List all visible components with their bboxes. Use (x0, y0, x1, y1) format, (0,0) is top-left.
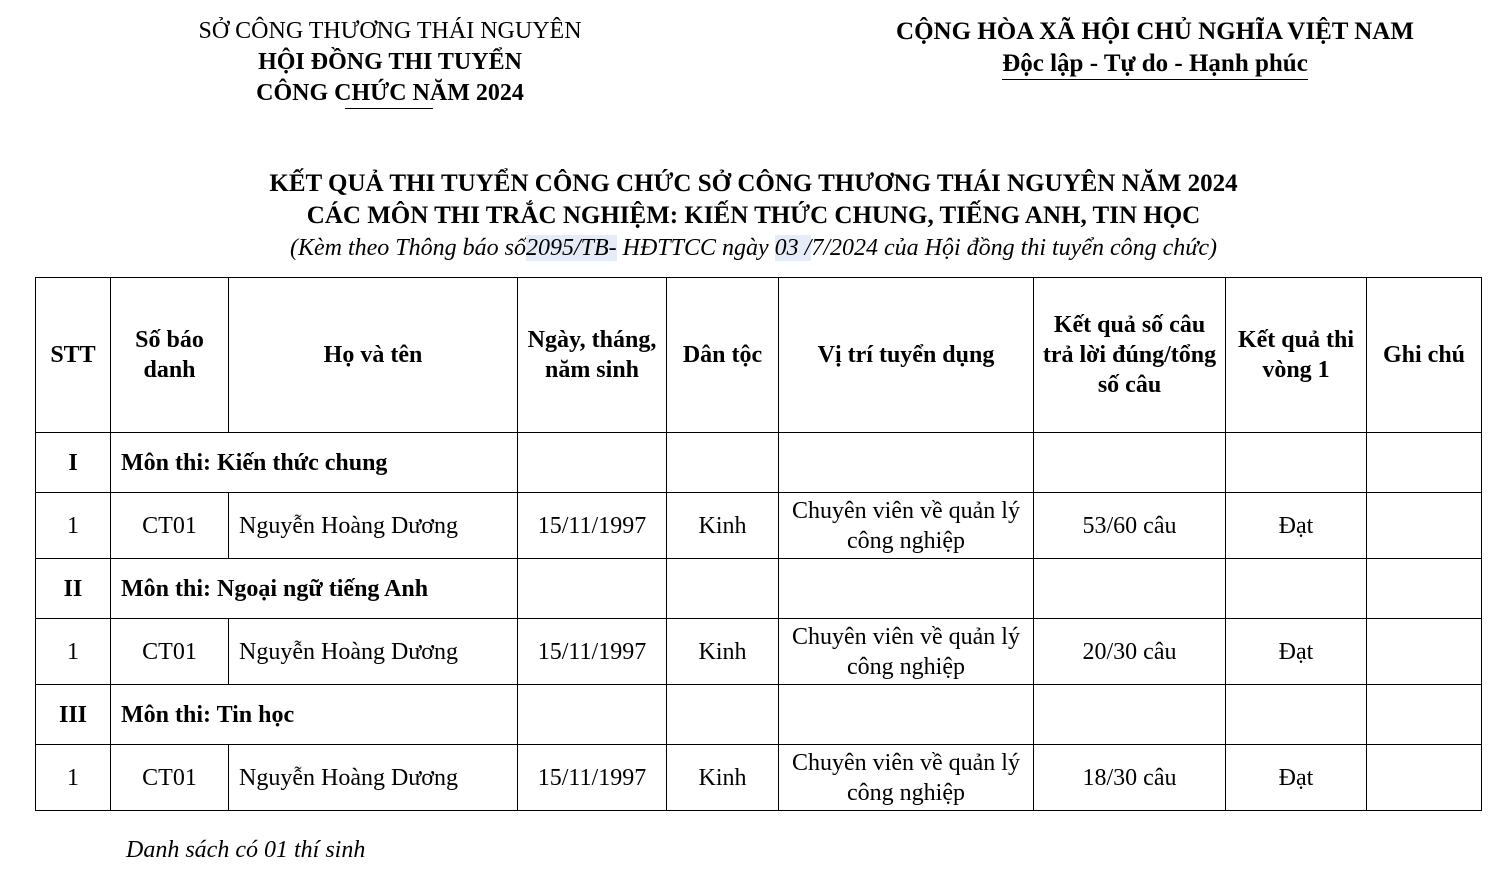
cell-note (1367, 493, 1482, 559)
cell-score: 53/60 câu (1034, 493, 1226, 559)
header-dan-toc: Dân tộc (667, 278, 779, 433)
cell-dob: 15/11/1997 (518, 745, 667, 811)
cell-name: Nguyễn Hoàng Dương (229, 493, 518, 559)
section-name: Môn thi: Kiến thức chung (111, 433, 518, 493)
header-right (860, 16, 1450, 80)
cell-sbd: CT01 (111, 745, 229, 811)
notice-number: 2095/TB- (525, 235, 617, 261)
cell-dob: 15/11/1997 (518, 493, 667, 559)
header-left (150, 16, 630, 109)
cell-stt: 1 (36, 745, 111, 811)
header-ho-ten: Họ và tên (229, 278, 518, 433)
cell-name: Nguyễn Hoàng Dương (229, 619, 518, 685)
title-line2: CÁC MÔN THI TRẮC NGHIỆM: KIẾN THỨC CHUNG, TIẾNG ANH, TIN HỌC (306, 202, 1201, 229)
table-header-row (36, 278, 1482, 433)
cell-sbd: CT01 (111, 619, 229, 685)
cell-note (1367, 619, 1482, 685)
header-vi-tri: Vị trí tuyển dụng (779, 278, 1034, 433)
cell-stt: 1 (36, 493, 111, 559)
ref-prefix: (Kèm theo Thông báo số (289, 235, 526, 261)
section-name: Môn thi: Ngoại ngữ tiếng Anh (111, 559, 518, 619)
cell-name: Nguyễn Hoàng Dương (229, 745, 518, 811)
section-row (36, 685, 1482, 745)
cell-ethnic: Kinh (667, 493, 779, 559)
cell-ethnic: Kinh (667, 745, 779, 811)
table-row (36, 619, 1482, 685)
national-motto: Độc lập - Tự do - Hạnh phúc (1002, 49, 1308, 80)
table-row (36, 745, 1482, 811)
section-numeral: II (36, 559, 111, 619)
section-row (36, 559, 1482, 619)
table-row (36, 493, 1482, 559)
country-name: CỘNG HÒA XÃ HỘI CHỦ NGHĨA VIỆT NAM (896, 18, 1414, 45)
cell-result: Đạt (1226, 745, 1367, 811)
cell-sbd: CT01 (111, 493, 229, 559)
title-line1: KẾT QUẢ THI TUYỂN CÔNG CHỨC SỞ CÔNG THƯƠNG THÁI NGUYÊN NĂM 2024 (269, 170, 1238, 197)
ref-mid: HĐTTCC ngày (616, 235, 775, 261)
section-name: Môn thi: Tin học (111, 685, 518, 745)
department-name: SỞ CÔNG THƯƠNG THÁI NGUYÊN (198, 18, 582, 44)
notice-day: 03 / (774, 235, 812, 261)
header-stt: STT (36, 278, 111, 433)
council-name-line2: CÔNG CHỨC NĂM 2024 (256, 80, 524, 106)
cell-ethnic: Kinh (667, 619, 779, 685)
cell-stt: 1 (36, 619, 111, 685)
section-numeral: III (36, 685, 111, 745)
candidate-count-note: Danh sách có 01 thí sinh (126, 837, 366, 863)
document-title (0, 168, 1507, 264)
header-ghi-chu: Ghi chú (1367, 278, 1482, 433)
header-ket-qua-cau: Kết quả số câu trả lời đúng/tổng số câu (1034, 278, 1226, 433)
header-so-bao-danh: Số báo danh (111, 278, 229, 433)
header-ket-qua-vong1: Kết quả thi vòng 1 (1226, 278, 1367, 433)
cell-position: Chuyên viên về quản lý công nghiệp (779, 619, 1034, 685)
section-numeral: I (36, 433, 111, 493)
results-table (35, 277, 1482, 811)
ref-suffix: 7/2024 của Hội đồng thi tuyển công chức) (811, 235, 1218, 261)
header-left-divider (345, 108, 433, 109)
cell-result: Đạt (1226, 619, 1367, 685)
cell-result: Đạt (1226, 493, 1367, 559)
council-name-line1: HỘI ĐỒNG THI TUYỂN (258, 49, 522, 75)
cell-dob: 15/11/1997 (518, 619, 667, 685)
cell-position: Chuyên viên về quản lý công nghiệp (779, 493, 1034, 559)
header-ngay-sinh: Ngày, tháng, năm sinh (518, 278, 667, 433)
cell-score: 18/30 câu (1034, 745, 1226, 811)
cell-score: 20/30 câu (1034, 619, 1226, 685)
title-reference (0, 232, 1507, 264)
cell-position: Chuyên viên về quản lý công nghiệp (779, 745, 1034, 811)
cell-note (1367, 745, 1482, 811)
section-row (36, 433, 1482, 493)
